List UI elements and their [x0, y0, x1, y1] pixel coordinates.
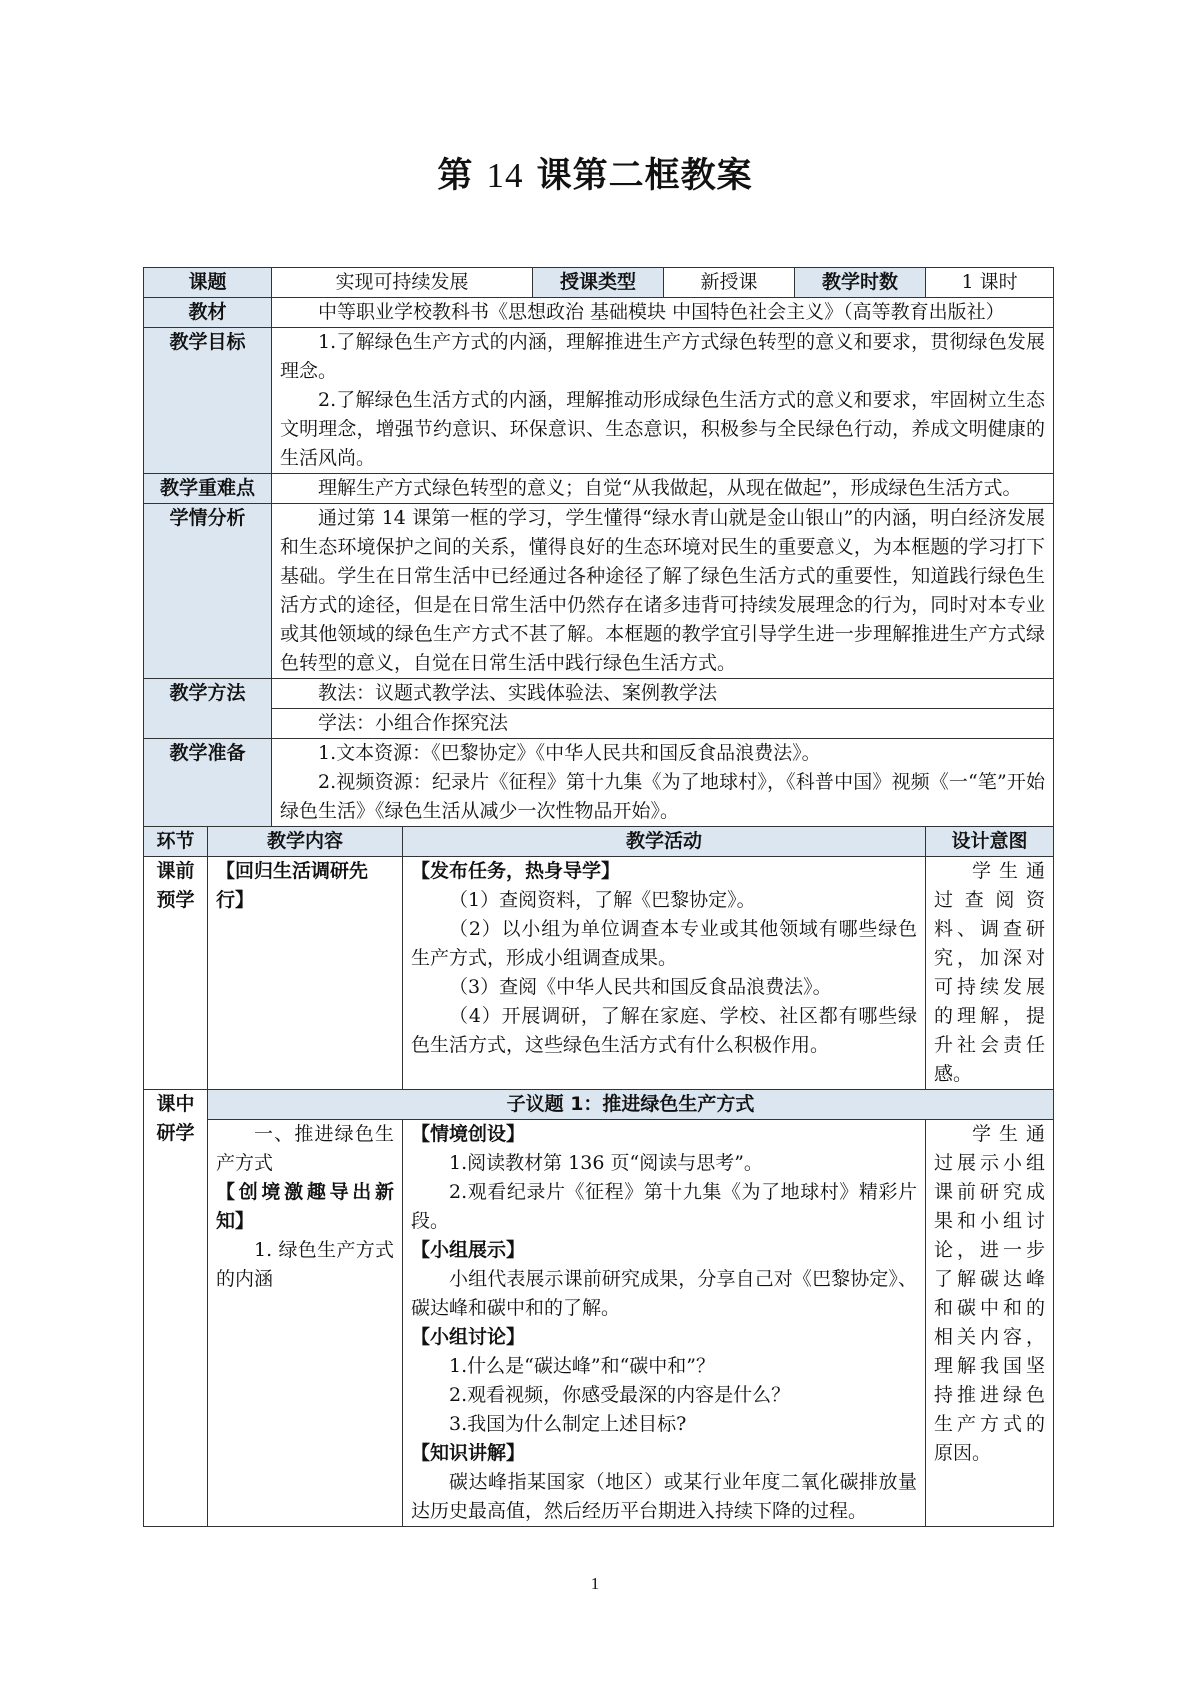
pre-class-activity-item: （2）以小组为单位调查本专业或其他领域有哪些绿色生产方式，形成小组调查成果。	[411, 918, 918, 969]
row-topic	[144, 268, 1054, 298]
in-class-content-2: 【创境激趣导出新知】	[216, 1181, 395, 1232]
in-class-content-1: 一、推进绿色生产方式	[216, 1123, 395, 1174]
row-subtopic	[144, 1090, 1054, 1120]
section-item: 2.观看纪录片《征程》第十九集《为了地球村》精彩片段。	[411, 1181, 918, 1232]
row-pre-class	[144, 857, 1054, 1090]
col-content: 教学内容	[208, 827, 403, 857]
pre-class-stage	[144, 857, 208, 1090]
title-prefix: 第	[437, 156, 487, 196]
topic-value: 实现可持续发展	[272, 268, 533, 298]
col-intent: 设计意图	[926, 827, 1054, 857]
in-class-stage-1: 课中	[156, 1093, 195, 1115]
title-number: 14	[486, 156, 524, 195]
key-label: 教学重难点	[144, 474, 272, 504]
hours-label: 教学时数	[795, 268, 926, 298]
section-item: 3.我国为什么制定上述目标?	[449, 1413, 687, 1435]
key-text: 理解生产方式绿色转型的意义；自觉“从我做起，从现在做起”，形成绿色生活方式。	[318, 477, 1022, 499]
pre-class-activity-item: （4）开展调研，了解在家庭、学校、社区都有哪些绿色生活方式，这些绿色生活方式有什么积极作用。	[411, 1005, 918, 1056]
prep-item: 1.文本资源：《巴黎协定》《中华人民共和国反食品浪费法》。	[318, 742, 821, 764]
title-suffix: 课第二框教案	[523, 156, 753, 196]
goal-item: 1.了解绿色生产方式的内涵，理解推进生产方式绿色转型的意义和要求，贯彻绿色发展理念。	[280, 331, 1046, 382]
row-material	[144, 298, 1054, 328]
section-title: 【知识讲解】	[411, 1442, 526, 1464]
material-label: 教材	[144, 298, 272, 328]
pre-class-intent: 学生通过查阅资料、调查研究，加深对可持续发展的理解，提升社会责任感。	[934, 860, 1046, 1085]
section-title: 【情境创设】	[411, 1123, 526, 1145]
pre-class-activity-title: 【发布任务，热身导学】	[411, 860, 621, 882]
pre-class-stage-1: 课前	[156, 860, 195, 882]
lesson-plan-table	[143, 267, 1054, 1527]
type-label: 授课类型	[533, 268, 664, 298]
goal-item: 2.了解绿色生活方式的内涵，理解推动形成绿色生活方式的意义和要求，牢固树立生态文明理念，增强节约意识、环保意识、生态意识，积极参与全民绿色行动，养成文明健康的生活风尚。	[280, 389, 1046, 469]
row-analysis	[144, 504, 1054, 679]
section-text: 碳达峰指某国家（地区）或某行业年度二氧化碳排放量达历史最高值，然后经历平台期进入持续下降的过程。	[411, 1471, 918, 1522]
pre-class-activity-item: （1）查阅资料，了解《巴黎协定》。	[449, 889, 756, 911]
row-key-points	[144, 474, 1054, 504]
page-title	[0, 148, 1190, 198]
row-method-learn	[144, 709, 1054, 739]
row-column-headers	[144, 827, 1054, 857]
pre-class-activity-item: （3）查阅《中华人民共和国反食品浪费法》。	[449, 976, 832, 998]
row-goals	[144, 328, 1054, 474]
section-item: 1.什么是“碳达峰”和“碳中和”？	[449, 1355, 715, 1377]
method-teach: 教法：议题式教学法、实践体验法、案例教学法	[318, 682, 718, 704]
col-activity: 教学活动	[403, 827, 926, 857]
method-learn: 学法：小组合作探究法	[318, 712, 509, 734]
material-text: 中等职业学校教科书《思想政治 基础模块 中国特色社会主义》（高等教育出版社）	[318, 301, 1005, 323]
pre-class-content: 【回归生活调研先行】	[216, 860, 369, 911]
prep-item: 2.视频资源：纪录片《征程》第十九集《为了地球村》，《科普中国》视频《一“笔”开始绿色生活》《绿色生活从减少一次性物品开始》。	[280, 771, 1046, 822]
hours-value: 1 课时	[926, 268, 1054, 298]
row-method-teach	[144, 679, 1054, 709]
topic-label: 课题	[144, 268, 272, 298]
section-text: 小组代表展示课前研究成果，分享自己对《巴黎协定》、碳达峰和碳中和的了解。	[411, 1268, 918, 1319]
analysis-text: 通过第 14 课第一框的学习，学生懂得“绿水青山就是金山银山”的内涵，明白经济发展和生态环境保护之间的关系，懂得良好的生态环境对民生的重要意义，为本框题的学习打下基础。学生在日常生活中已经通过各种途径了解了绿色生活方式的重要性，知道践行绿色生活方式的途径，但是在日常生活中仍然存在诸多违背可持续发展理念的行为，同时对本专业或其他领域的绿色生产方式不甚了解。本框题的教学宜引导学生进一步理解推进生产方式绿色转型的意义，自觉在日常生活中践行绿色生活方式。	[280, 507, 1046, 674]
in-class-content-3: 1. 绿色生产方式的内涵	[216, 1239, 395, 1290]
page-number: 1	[590, 1574, 600, 1593]
goals-label: 教学目标	[144, 328, 272, 474]
section-item: 1.阅读教材第 136 页“阅读与思考”。	[449, 1152, 763, 1174]
type-value: 新授课	[664, 268, 795, 298]
prep-label: 教学准备	[144, 739, 272, 827]
pre-class-stage-2: 预学	[156, 889, 195, 911]
row-in-class	[144, 1120, 1054, 1527]
row-prep	[144, 739, 1054, 827]
in-class-intent: 学生通过展示小组课前研究成果和小组讨论，进一步了解碳达峰和碳中和的相关内容，理解我国坚持推进绿色生产方式的原因。	[934, 1123, 1046, 1464]
col-stage: 环节	[144, 827, 208, 857]
in-class-stage-2: 研学	[156, 1122, 195, 1144]
method-label: 教学方法	[144, 679, 272, 739]
section-item: 2.观看视频，你感受最深的内容是什么？	[449, 1384, 791, 1406]
section-title: 【小组讨论】	[411, 1326, 526, 1348]
section-title: 【小组展示】	[411, 1239, 526, 1261]
analysis-label: 学情分析	[144, 504, 272, 679]
subtopic-title: 子议题 1：推进绿色生产方式	[208, 1090, 1054, 1120]
in-class-stage	[144, 1090, 208, 1527]
